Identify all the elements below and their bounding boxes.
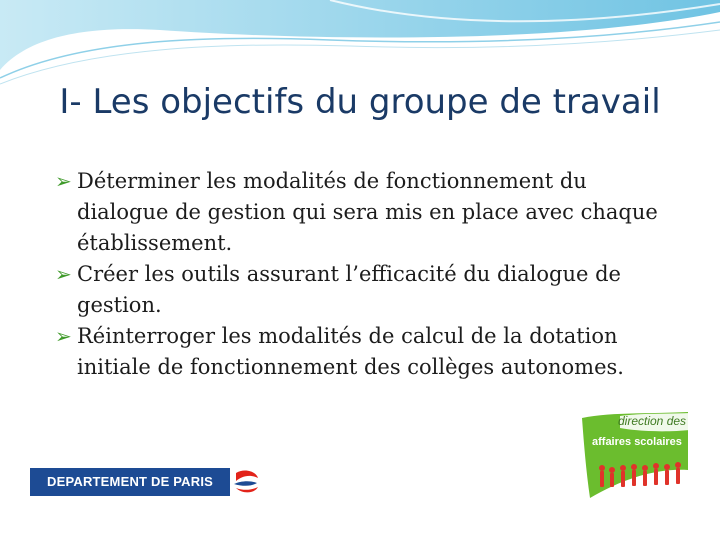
bullet-item (55, 321, 675, 383)
bullet-item (55, 166, 675, 259)
bullet-text: Créer les outils assurant l’efficacité du dialogue de gestion. (77, 262, 621, 317)
bullet-list (55, 166, 675, 383)
departement-de-paris-logo (30, 468, 262, 496)
bullet-text: Réinterroger les modalités de calcul de la dotation initiale de fonctionnement des collèges autonomes. (77, 324, 624, 379)
paris-emblem-icon (230, 468, 262, 496)
departement-de-paris-label: DEPARTEMENT DE PARIS (30, 468, 230, 496)
bullet-text: Déterminer les modalités de fonctionnement du dialogue de gestion qui sera mis en place avec chaque établissement. (77, 169, 658, 255)
arrow-bullet-icon: ➢ (55, 262, 72, 286)
das-logo-line1: direction des (618, 414, 687, 428)
das-logo-line2: affaires scolaires (592, 436, 682, 448)
slide-title: I- Les objectifs du groupe de travail (59, 82, 661, 122)
bullet-item (55, 259, 675, 321)
header-swoosh-decoration (0, 0, 720, 90)
arrow-bullet-icon: ➢ (55, 169, 72, 193)
arrow-bullet-icon: ➢ (55, 324, 72, 348)
